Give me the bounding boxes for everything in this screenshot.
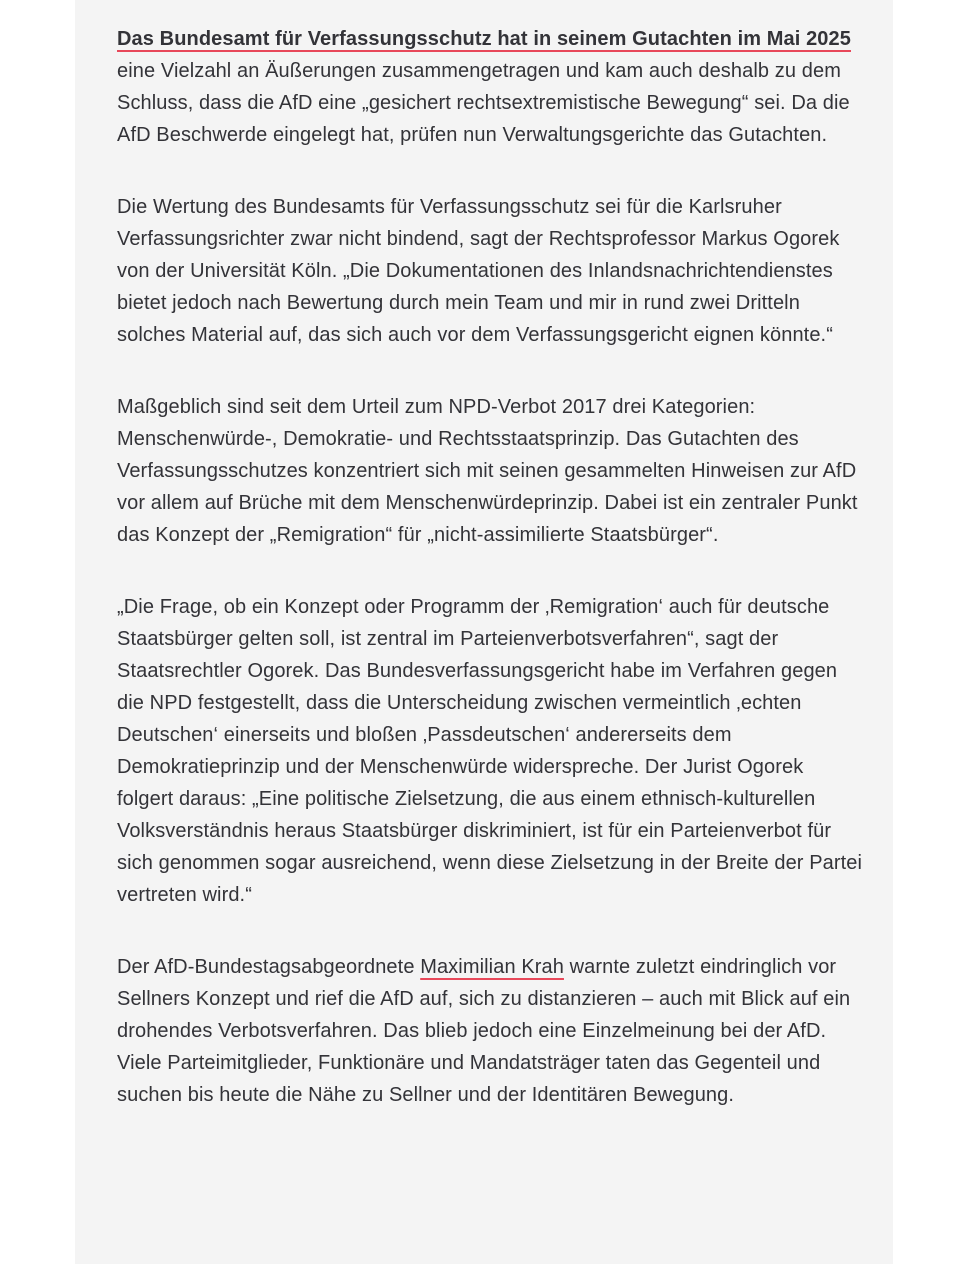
paragraph-1-text: eine Vielzahl an Äußerungen zusammengetragen und kam auch deshalb zu dem Schluss, dass die AfD eine „gesichert rechtsextremistische Bewegung“ sei. Da die AfD Beschwerde eingelegt hat, prüfen nun Verwaltungsgerichte das Gutachten. (117, 60, 850, 146)
verfassungsschutz-gutachten-link[interactable]: Das Bundesamt für Verfassungsschutz hat in seinem Gutachten im Mai 2025 (117, 28, 851, 50)
article-paragraph-5 (117, 951, 863, 1111)
maximilian-krah-link[interactable]: Maximilian Krah (420, 956, 564, 978)
paragraph-5-text-after: warnte zuletzt eindringlich vor Sellners Konzept und rief die AfD auf, sich zu distanzieren – auch mit Blick auf ein drohendes Verbotsverfahren. Das blieb jedoch eine Einzelmeinung bei der AfD. Viele Parteimitglieder, Funktionäre und Mandatsträger taten das Gegenteil und suchen bis heute die Nähe zu Sellner und der Identitären Bewegung. (117, 956, 851, 1106)
paragraph-5-text-before: Der AfD-Bundestagsabgeordnete (117, 956, 421, 978)
article-paragraph-2: Die Wertung des Bundesamts für Verfassungsschutz sei für die Karlsruher Verfassungsrichter zwar nicht bindend, sagt der Rechtsprofessor Markus Ogorek von der Universität Köln. „Die Dokumentationen des Inlandsnachrichtendienstes bietet jedoch nach Bewertung durch mein Team und mir in rund zwei Dritteln solches Material auf, das sich auch vor dem Verfassungsgericht eignen könnte.“ (117, 196, 840, 346)
article-paragraph-3: Maßgeblich sind seit dem Urteil zum NPD-Verbot 2017 drei Kategorien: Menschenwürde-, Demokratie- und Rechtsstaatsprinzip. Das Gutachten des Verfassungsschutzes konzentriert sich mit seinen gesammelten Hinweisen zur AfD vor allem auf Brüche mit dem Menschenwürdeprinzip. Dabei ist ein zentraler Punkt das Konzept der „Remigration“ für „nicht-assimilierte Staatsbürger“. (117, 396, 858, 546)
article-text-column (75, 0, 893, 1264)
article-paragraph-1 (117, 23, 863, 151)
article-paragraph-4: „Die Frage, ob ein Konzept oder Programm der ‚Remigration‘ auch für deutsche Staatsbürger gelten soll, ist zentral im Parteienverbotsverfahren“, sagt der Staatsrechtler Ogorek. Das Bundesverfassungsgericht habe im Verfahren gegen die NPD festgestellt, dass die Unterscheidung zwischen vermeintlich ‚echten Deutschen‘ einerseits und bloßen ‚Passdeutschen‘ andererseits dem Demokratieprinzip und der Menschenwürde widerspreche. Der Jurist Ogorek folgert daraus: „Eine politische Zielsetzung, die aus einem ethnisch-kulturellen Volksverständnis heraus Staatsbürger diskriminiert, ist für ein Parteienverbot für sich genommen sogar ausreichend, wenn diese Zielsetzung in der Breite der Partei vertreten wird.“ (117, 596, 863, 906)
